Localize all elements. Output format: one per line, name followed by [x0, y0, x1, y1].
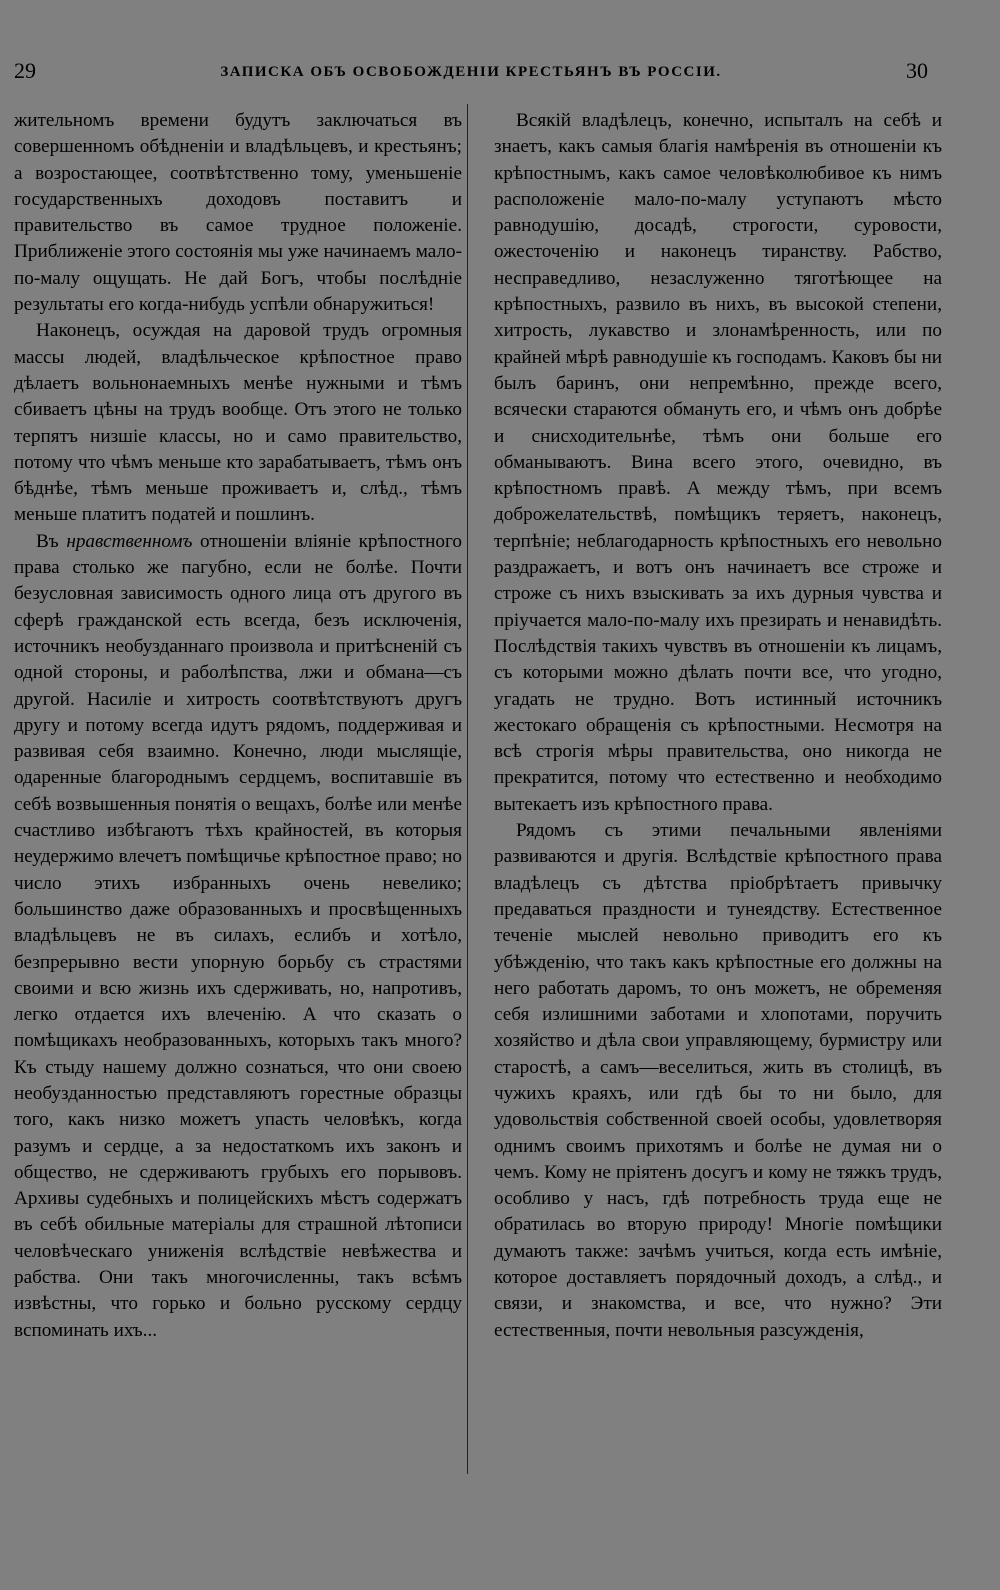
page-number-left: 29: [14, 58, 36, 83]
paragraph: [14, 529, 462, 1344]
running-title: ЗАПИСКА ОБЪ ОСВОБОЖДЕНІИ КРЕСТЬЯНЪ ВЪ РОССІИ.: [220, 64, 722, 80]
emphasis-word: нравственномъ: [66, 530, 193, 552]
column-divider: [467, 104, 468, 1474]
left-column: [14, 108, 462, 1344]
paragraph: Наконецъ, осуждая на даровой трудъ огромныя массы людей, владѣльческое крѣпостное право дѣлаетъ вольнонаемныхъ менѣе нужными и тѣмъ сбиваетъ цѣны на трудъ вообще. Отъ этого не только терпятъ низшіе классы, но и само правительство, потому что чѣмъ меньше кто зарабатываетъ, тѣмъ онъ бѣднѣе, тѣмъ меньше проживаетъ и, слѣд., тѣмъ меньше платитъ податей и пошлинъ.: [14, 320, 462, 526]
right-column: [494, 108, 942, 1344]
paragraph-lead: Въ: [36, 530, 67, 552]
paragraph: Всякій владѣлецъ, конечно, испыталъ на себѣ и знаетъ, какъ самыя благія намѣренія въ отношеніи къ крѣпостнымъ, какъ самое человѣколюбивое къ нимъ расположеніе мало-по-малу уступаютъ мѣсто равнодушію, досадѣ, строгости, суровости, ожесточенію и наконецъ тиранству. Рабство, несправедливо, незаслуженно тяготѣющее на крѣпостныхъ, развило въ нихъ, въ высокой степени, хитрость, лукавство и злонамѣренность, или по крайней мѣрѣ равнодушіе къ господамъ. Каковъ бы ни былъ баринъ, они непремѣнно, прежде всего, всячески стараются обмануть его, и чѣмъ онъ добрѣе и снисходительнѣе, тѣмъ они больше его обманываютъ. Вина всего этого, очевидно, въ крѣпостномъ правѣ. А между тѣмъ, при всемъ доброжелательствѣ, помѣщикъ теряетъ, наконецъ, терпѣніе; неблагодарность крѣпостныхъ его невольно раздражаетъ, и вотъ онъ начинаетъ все строже и строже съ нихъ взыскивать за ихъ дурныя чувства и пріучается мало-по-малу ихъ презирать и ненавидѣть. Послѣдствія такихъ чувствъ въ отношеніи къ лицамъ, съ которыми можно дѣлать почти все, что угодно, угадать не трудно. Вотъ истинный источникъ жестокаго обращенія съ крѣпостными. Несмотря на всѣ строгія мѣры правительства, оно никогда не прекратится, потому что естественно и необходимо вытекаетъ изъ крѣпостного права.: [494, 110, 942, 815]
paragraph-text: отношеніи вліяніе крѣпостного права столько же пагубно, если не болѣе. Почти безусловная зависимость одного лица отъ другого въ сферѣ гражданской есть всегда, безъ исключенія, источникъ необузданнаго произвола и притѣсненій съ одной стороны, и раболѣпства, лжи и обмана—съ другой. Насиліе и хитрость соотвѣтствуютъ другъ другу и потому всегда идутъ рядомъ, поддерживая и развивая себя взаимно. Конечно, люди мыслящіе, одаренные благороднымъ сердцемъ, воспитавшіе въ себѣ возвышенныя понятія о вещахъ, болѣе или менѣе счастливо избѣгаютъ тѣхъ крайностей, въ которыя неудержимо влечетъ помѣщичье крѣпостное право; но число этихъ избранныхъ очень невелико; большинство даже образованныхъ и просвѣщенныхъ владѣльцевъ не въ силахъ, еслибъ и хотѣло, безпрерывно вести упорную борьбу съ страстями своими и всю жизнь ихъ сдерживать, но, напротивъ, легко отдается ихъ влеченію. А что сказать о помѣщикахъ необразованныхъ, которыхъ такъ много? Къ стыду нашему должно сознаться, что они своею необузданностью представляютъ горестные образцы того, какъ низко можетъ упасть человѣкъ, когда разумъ и сердце, а за недостаткомъ ихъ законъ и общество, не сдерживаютъ грубыхъ его порывовъ. Архивы судебныхъ и полицейскихъ мѣстъ содержатъ въ себѣ обильные матеріалы для страшной лѣтописи человѣческаго униженія вслѣдствіе невѣжества и рабства. Они такъ многочисленны, такъ всѣмъ извѣстны, что горько и больно русскому сердцу вспоминать ихъ...: [14, 530, 463, 1341]
paragraph: жительномъ времени будутъ заключаться въ совершенномъ обѣдненіи и владѣльцевъ, и крестьянъ; а возростающее, соотвѣтственно тому, уменьшеніе государственныхъ доходовъ поставитъ и правительство въ самое трудное положеніе. Приближеніе этого состоянія мы уже начинаемъ мало-по-малу ощущать. Не дай Богъ, чтобы послѣдніе результаты его когда-нибудь успѣли обнаружиться!: [14, 110, 462, 316]
paragraph: Рядомъ съ этими печальными явленіями развиваются и другія. Вслѣдствіе крѣпостного права владѣлецъ съ дѣтства пріобрѣтаетъ привычку предаваться праздности и тунеядству. Естественное теченіе мыслей невольно приводитъ его къ убѣжденію, что такъ какъ крѣпостные его должны на него работать даромъ, то онъ можетъ, не обременяя себя излишними заботами и хлопотами, поручить хозяйство и дѣла свои управляющему, бурмистру или старостѣ, а самъ—веселиться, жить въ столицѣ, въ чужихъ краяхъ, или гдѣ бы то ни было, для удовольствія собственной своей особы, удовлетворяя однимъ своимъ прихотямъ и болѣе не думая ни о чемъ. Кому не пріятенъ досугъ и кому не тяжкъ трудъ, особливо у насъ, гдѣ потребность труда еще не обратилась во вторую природу! Многіе помѣщики думаютъ также: зачѣмъ учиться, когда есть имѣніе, которое доставляетъ порядочный доходъ, а слѣд., и связи, и знакомства, и все, что нужно? Эти естественныя, почти невольныя разсужденія,: [494, 820, 942, 1341]
running-header: [14, 58, 928, 88]
page-number-right: 30: [906, 58, 928, 83]
